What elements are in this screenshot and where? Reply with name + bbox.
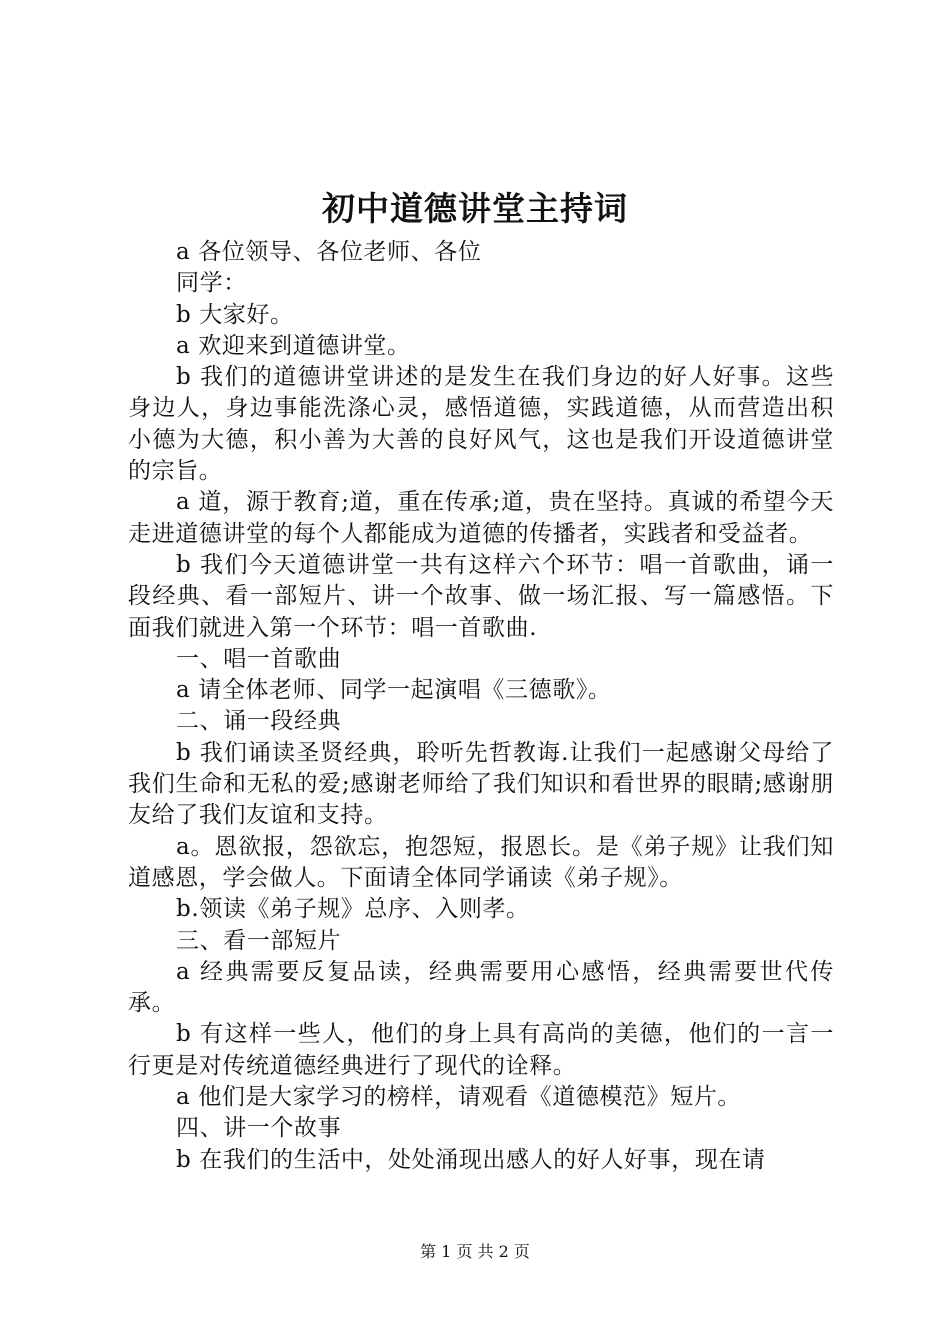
paragraph: b 我们诵读圣贤经典，聆听先哲教诲.让我们一起感谢父母给了我们生命和无私的爱;感谢老师给了我们知识和看世界的眼睛;感谢朋友给了我们友谊和支持。 [128,739,834,829]
paragraph: b 大家好。 [176,301,294,328]
paragraph: a 请全体老师、同学一起演唱《三德歌》。 [176,677,612,704]
page-number-footer: 第 1 页 共 2 页 [420,1242,530,1261]
section-heading: 一、唱一首歌曲 [176,645,342,672]
paragraph: b.领读《弟子规》总序、入则孝。 [176,896,530,923]
paragraph: b 我们今天道德讲堂一共有这样六个环节：唱一首歌曲，诵一段经典、看一部短片、讲一个故事、做一场汇报、写一篇感悟。下面我们就进入第一个环节：唱一首歌曲. [128,551,834,641]
paragraph: a。恩欲报，怨欲忘，抱怨短，报恩长。是《弟子规》让我们知道感恩，学会做人。下面请全体同学诵读《弟子规》。 [128,833,834,891]
document-body [128,237,834,1176]
section-heading: 四、讲一个故事 [176,1115,342,1142]
paragraph: a 道，源于教育;道，重在传承;道，贵在坚持。真诚的希望今天走进道德讲堂的每个人都能成为道德的传播者，实践者和受益者。 [128,489,834,547]
document-title: 初中道德讲堂主持词 [322,189,628,228]
paragraph: b 我们的道德讲堂讲述的是发生在我们身边的好人好事。这些身边人，身边事能洗涤心灵，感悟道德，实践道德，从而营造出积小德为大德，积小善为大善的良好风气，这也是我们开设道德讲堂的宗旨。 [128,364,834,485]
section-heading: 三、看一部短片 [176,927,342,954]
paragraph: a 欢迎来到道德讲堂。 [176,332,411,359]
paragraph: a 他们是大家学习的榜样，请观看《道德模范》短片。 [176,1084,742,1111]
section-heading: 二、诵一段经典 [176,708,342,735]
paragraph: b 有这样一些人，他们的身上具有高尚的美德，他们的一言一行更是对传统道德经典进行了现代的诠释。 [128,1021,834,1079]
paragraph: 同学： [176,270,247,297]
paragraph: a 经典需要反复品读，经典需要用心感悟，经典需要世代传承。 [128,958,834,1017]
paragraph: b 在我们的生活中，处处涌现出感人的好人好事，现在请 [176,1146,766,1173]
paragraph: a 各位领导、各位老师、各位 [176,239,482,265]
